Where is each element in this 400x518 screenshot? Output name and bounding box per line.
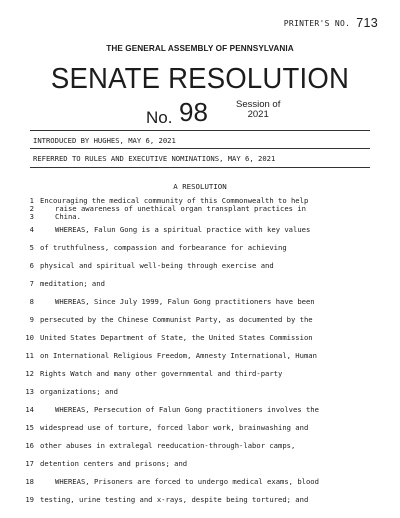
resolution-heading: A RESOLUTION (173, 182, 227, 191)
body-line: United States Department of State, the United States Commission (40, 333, 313, 342)
line-number: 8 (29, 297, 34, 306)
line-number: 11 (25, 351, 34, 360)
body-line: physical and spiritual well-being through exercise and (40, 261, 274, 270)
body-line: WHEREAS, Persecution of Falun Gong practitioners involves the (55, 405, 319, 414)
summary-line: Encouraging the medical community of this Commonwealth to help (40, 196, 309, 205)
body-line: other abuses in extralegal reeducation-through-labor camps, (40, 441, 296, 450)
line-number: 12 (25, 369, 34, 378)
line-number: 15 (25, 423, 34, 432)
divider-middle (30, 148, 370, 149)
body-line: WHEREAS, Since July 1999, Falun Gong practitioners have been (55, 297, 315, 306)
body-line: widespread use of torture, forced labor work, brainwashing and (40, 423, 309, 432)
body-line: WHEREAS, Falun Gong is a spiritual practice with key values (55, 225, 311, 234)
body-line: organizations; and (40, 387, 118, 396)
line-number: 6 (29, 261, 34, 270)
resolution-number-label: No. (146, 108, 173, 127)
summary-line: raise awareness of unethical organ transplant practices in (55, 204, 306, 213)
document-title: SENATE RESOLUTION (50, 63, 350, 95)
printers-number (284, 16, 378, 30)
resolution-number: 98 (179, 97, 208, 127)
body-line: on International Religious Freedom, Amnesty International, Human (40, 351, 317, 360)
session-year: 2021 (247, 109, 269, 120)
referred-line: REFERRED TO RULES AND EXECUTIVE NOMINATIONS, MAY 6, 2021 (33, 154, 276, 163)
line-number: 4 (29, 225, 34, 234)
line-number: 10 (25, 333, 34, 342)
body-line: detention centers and prisons; and (40, 459, 188, 468)
introduced-line: INTRODUCED BY HUGHES, MAY 6, 2021 (33, 136, 176, 145)
line-number: 5 (29, 243, 34, 252)
divider-bottom (30, 167, 370, 168)
line-number: 9 (29, 315, 34, 324)
divider-top (30, 130, 370, 131)
body-line: Rights Watch and many other governmental and third-party (40, 369, 283, 378)
line-number: 16 (25, 441, 34, 450)
session-label: Session of (236, 99, 281, 110)
line-number: 7 (29, 279, 34, 288)
printers-number-label: PRINTER'S NO. (283, 19, 351, 28)
body-line: of truthfulness, compassion and forbearance for achieving (40, 243, 287, 252)
line-number: 14 (25, 405, 34, 414)
assembly-name: THE GENERAL ASSEMBLY OF PENNSYLVANIA (106, 44, 294, 53)
body-line: persecuted by the Chinese Communist Party, as documented by the (40, 315, 313, 324)
line-number: 3 (29, 212, 34, 221)
printers-number-value: 713 (356, 16, 378, 30)
body-line: WHEREAS, Prisoners are forced to undergo medical exams, blood (55, 477, 319, 486)
session-block (236, 100, 280, 120)
summary-line: China. (55, 212, 81, 221)
line-number: 13 (25, 387, 34, 396)
line-number: 1 (29, 196, 34, 205)
line-number: 2 (29, 204, 34, 213)
body-line: testing, urine testing and x-rays, despite being tortured; and (40, 495, 309, 504)
line-number: 19 (25, 495, 34, 504)
line-number: 17 (25, 459, 34, 468)
line-number: 18 (25, 477, 34, 486)
body-line: meditation; and (40, 279, 105, 288)
